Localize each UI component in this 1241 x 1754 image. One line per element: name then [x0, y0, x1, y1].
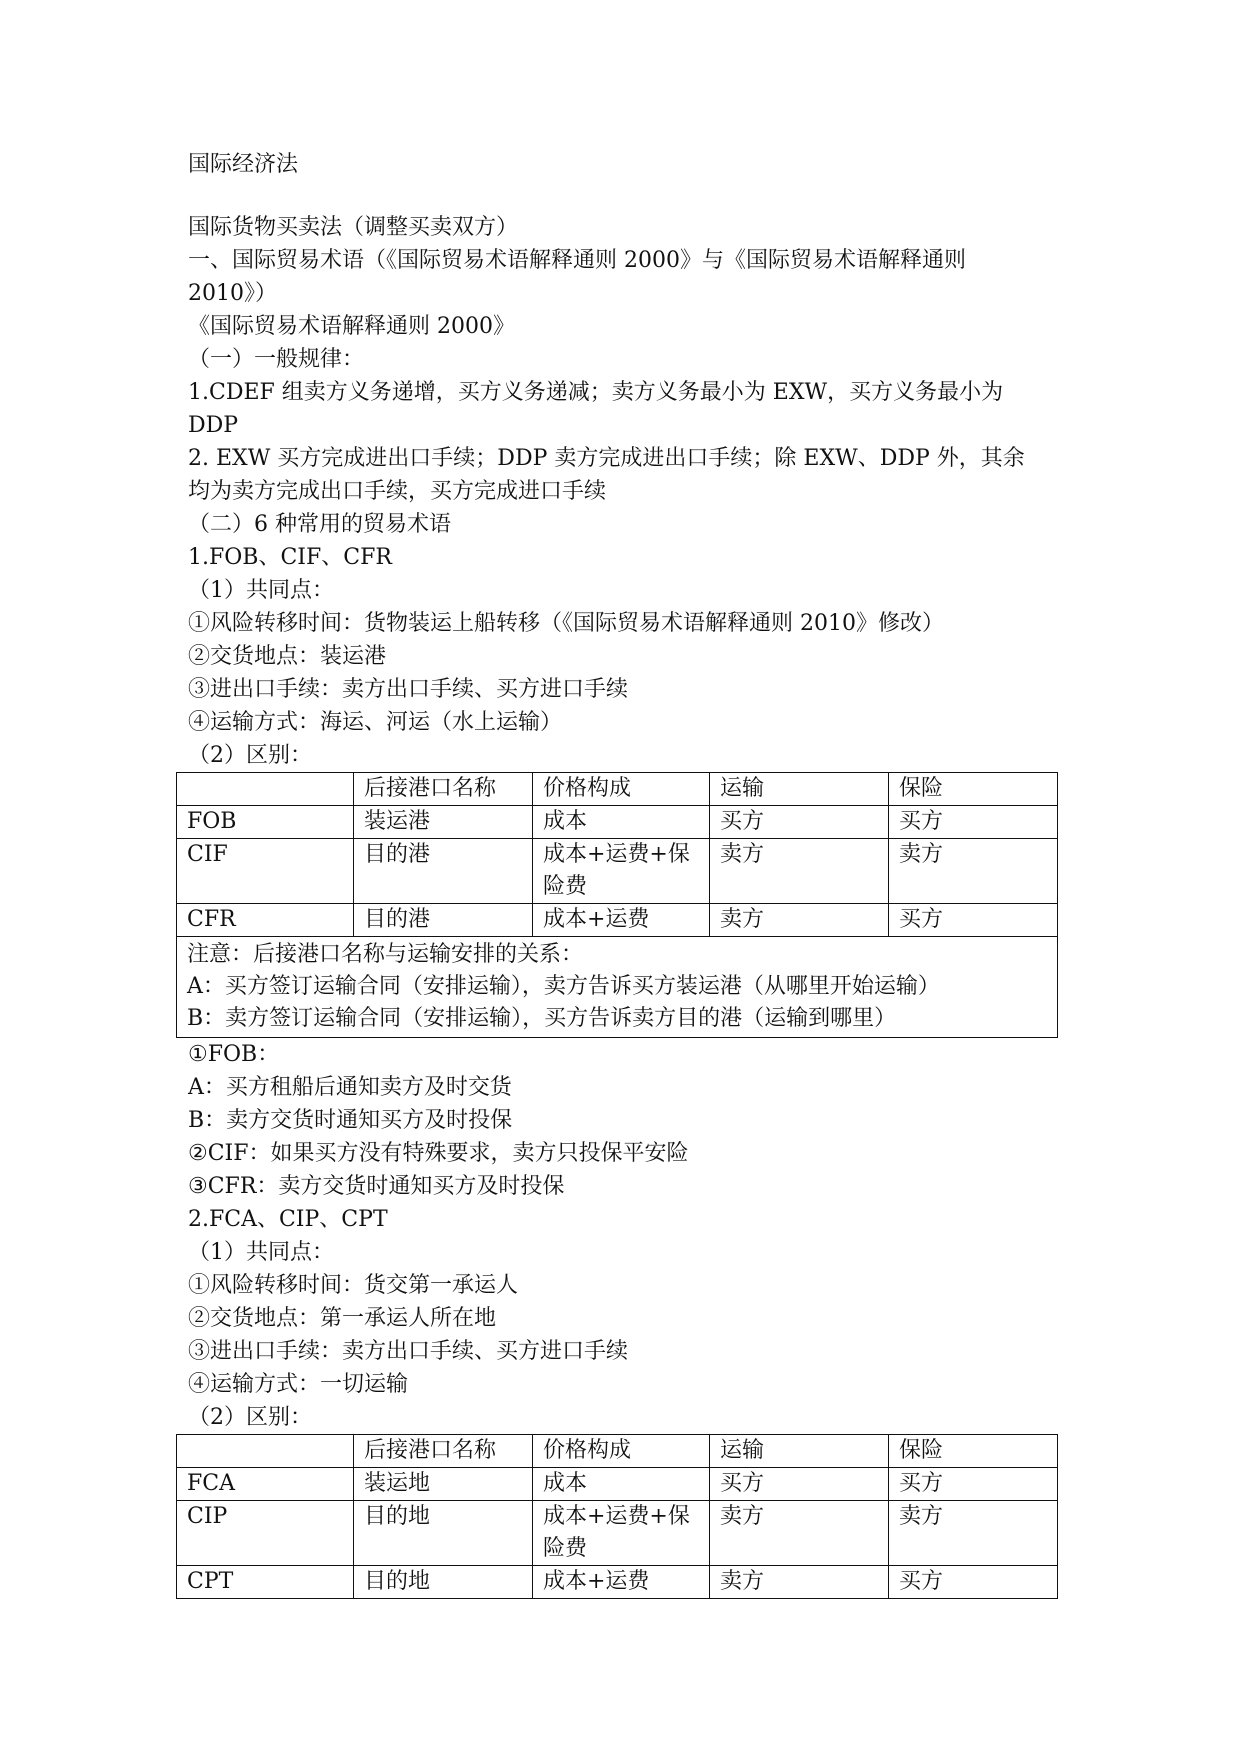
note-box: [176, 937, 1058, 1038]
table-row: [177, 839, 1058, 904]
table-cell: FCA: [177, 1468, 354, 1501]
text-line: ④运输方式：一切运输: [188, 1372, 409, 1397]
text-line: ②交货地点：第一承运人所在地: [188, 1306, 497, 1331]
doc-title: 国际经济法: [188, 152, 299, 177]
text-line: ③进出口手续：卖方出口手续、买方进口手续: [188, 677, 629, 702]
table-cell: 成本: [533, 1468, 710, 1501]
text-line: （1）共同点：: [188, 1240, 334, 1265]
note-line: A：买方签订运输合同（安排运输），卖方告诉买方装运港（从哪里开始运输）: [187, 974, 940, 999]
table-cell: 后接港口名称: [354, 773, 533, 806]
document-page: [188, 148, 1068, 1599]
table-cell: 成本: [533, 806, 710, 839]
text-line: 2.FCA、CIP、CPT: [188, 1207, 388, 1232]
table-cell: 装运地: [354, 1468, 533, 1501]
text-line: （一）一般规律：: [188, 347, 365, 372]
table-row: [177, 1468, 1058, 1501]
table-cell: 买方: [889, 1468, 1058, 1501]
table-cell: 买方: [889, 904, 1058, 937]
table-cell: CIF: [177, 839, 354, 904]
text-line: 1.FOB、CIF、CFR: [188, 545, 392, 570]
table-cell: 卖方: [710, 839, 889, 904]
table-cell: 价格构成: [533, 1435, 710, 1468]
table-row: [177, 1501, 1058, 1566]
table-cell: 运输: [710, 1435, 889, 1468]
table-cell: FOB: [177, 806, 354, 839]
table-cell: 买方: [889, 1566, 1058, 1599]
text-line: A：买方租船后通知卖方及时交货: [188, 1075, 512, 1100]
table-cell: [177, 773, 354, 806]
table-cell: [177, 1435, 354, 1468]
table-cell: 卖方: [710, 1566, 889, 1599]
table-cell: 买方: [889, 806, 1058, 839]
table-row: [177, 1566, 1058, 1599]
table-cell: 目的地: [354, 1566, 533, 1599]
table-cell: 卖方: [889, 1501, 1058, 1566]
text-line: ①风险转移时间：货交第一承运人: [188, 1273, 519, 1298]
table-header-row: [177, 1435, 1058, 1468]
table-cell: 买方: [710, 806, 889, 839]
table-cell: 运输: [710, 773, 889, 806]
text-line: ③进出口手续：卖方出口手续、买方进口手续: [188, 1339, 629, 1364]
text-line: （二）6 种常用的贸易术语: [188, 512, 451, 537]
table-cell: 目的港: [354, 839, 533, 904]
text-line: 国际货物买卖法（调整买卖双方）: [188, 215, 519, 240]
note-line: 注意：后接港口名称与运输安排的关系：: [187, 942, 584, 967]
terms-table-2: [176, 1434, 1058, 1599]
table-cell: 卖方: [710, 904, 889, 937]
text-line: （2）区别：: [188, 743, 312, 768]
terms-table-1: [176, 772, 1058, 937]
text-line: 1.CDEF 组卖方义务递增，买方义务递减；卖方义务最小为 EXW，买方义务最小为 DDP: [188, 380, 1004, 438]
text-line: 《国际贸易术语解释通则 2000》: [188, 314, 515, 339]
text-line: ②CIF：如果买方没有特殊要求，卖方只投保平安险: [188, 1141, 689, 1166]
table-cell: 保险: [889, 773, 1058, 806]
table-cell: 卖方: [889, 839, 1058, 904]
text-line: ①FOB：: [188, 1042, 280, 1067]
text-line: （2）区别：: [188, 1405, 312, 1430]
note-line: B：卖方签订运输合同（安排运输），买方告诉卖方目的港（运输到哪里）: [187, 1006, 897, 1031]
table-cell: 保险: [889, 1435, 1058, 1468]
table-cell: CPT: [177, 1566, 354, 1599]
table-cell: CIP: [177, 1501, 354, 1566]
table-cell: 卖方: [710, 1501, 889, 1566]
text-line: B：卖方交货时通知买方及时投保: [188, 1108, 513, 1133]
text-line: ①风险转移时间：货物装运上船转移（《国际贸易术语解释通则 2010》修改）: [188, 611, 944, 636]
table-cell: 成本+运费: [533, 904, 710, 937]
text-line: ④运输方式：海运、河运（水上运输）: [188, 710, 563, 735]
table-row: [177, 806, 1058, 839]
table-cell: 目的地: [354, 1501, 533, 1566]
table-row: [177, 904, 1058, 937]
table-cell: 后接港口名称: [354, 1435, 533, 1468]
text-line: 一、国际贸易术语（《国际贸易术语解释通则 2000》与《国际贸易术语解释通则 2010》）: [188, 248, 966, 306]
table-cell: 价格构成: [533, 773, 710, 806]
text-line: （1）共同点：: [188, 578, 334, 603]
table-cell: 目的港: [354, 904, 533, 937]
text-line: 2. EXW 买方完成进出口手续；DDP 卖方完成进出口手续；除 EXW、DDP 外，其余 均为卖方完成出口手续，买方完成进口手续: [188, 446, 1025, 504]
text-line: ③CFR：卖方交货时通知买方及时投保: [188, 1174, 565, 1199]
table-cell: 成本+运费: [533, 1566, 710, 1599]
table-cell: 装运港: [354, 806, 533, 839]
table-cell: CFR: [177, 904, 354, 937]
table-header-row: [177, 773, 1058, 806]
text-line: ②交货地点：装运港: [188, 644, 387, 669]
table-cell: 成本+运费+保险费: [533, 1501, 710, 1566]
table-cell: 成本+运费+保险费: [533, 839, 710, 904]
table-cell: 买方: [710, 1468, 889, 1501]
